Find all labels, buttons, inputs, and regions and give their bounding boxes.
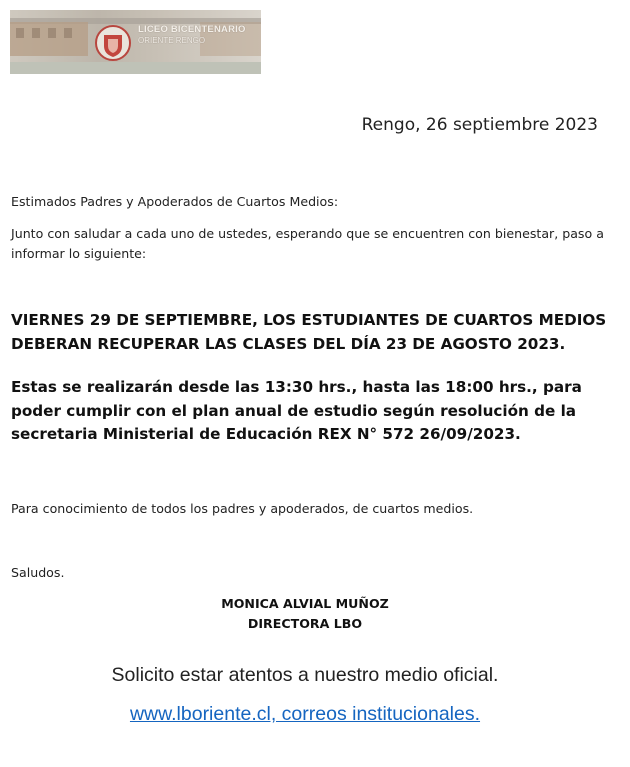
school-seal-icon (93, 24, 133, 62)
intro-paragraph: Junto con saludar a cada uno de ustedes, esperando que se encuentren con bienestar, paso a informar lo siguiente: (11, 226, 604, 261)
closing-paragraph: Para conocimiento de todos los padres y apoderados, de cuartos medios. (11, 501, 474, 516)
website-link[interactable]: www.lboriente.cl, correos institucionales. (129, 703, 481, 725)
official-notice: Solicito estar atentos a nuestro medio oficial. (111, 664, 499, 686)
signer-title: DIRECTORA LBO (247, 616, 363, 631)
banner-window (48, 28, 56, 38)
banner-window (16, 28, 24, 38)
signer-name: MONICA ALVIAL MUÑOZ (221, 596, 389, 611)
banner-window (32, 28, 40, 38)
farewell: Saludos. (11, 565, 65, 580)
banner-window (64, 28, 72, 38)
schedule-details: Estas se realizarán desde las 13:30 hrs., hasta las 18:00 hrs., para poder cumplir con el plan anual de estudio según resolución de la secretaria Ministerial de Educación REX N° 572 26/09/2023. (11, 378, 582, 443)
greeting: Estimados Padres y Apoderados de Cuartos Medios: (11, 194, 339, 209)
letter-date: Rengo, 26 septiembre 2023 (361, 115, 598, 135)
header-banner (10, 10, 261, 74)
banner-subtitle: ORIENTE RENGO (138, 36, 206, 45)
announcement: VIERNES 29 DE SEPTIEMBRE, LOS ESTUDIANTES DE CUARTOS MEDIOS DEBERAN RECUPERAR LAS CLASES DEL DÍA 23 DE AGOSTO 2023. (11, 311, 607, 353)
banner-grass (10, 62, 261, 74)
banner-title: LICEO BICENTENARIO (138, 24, 246, 35)
